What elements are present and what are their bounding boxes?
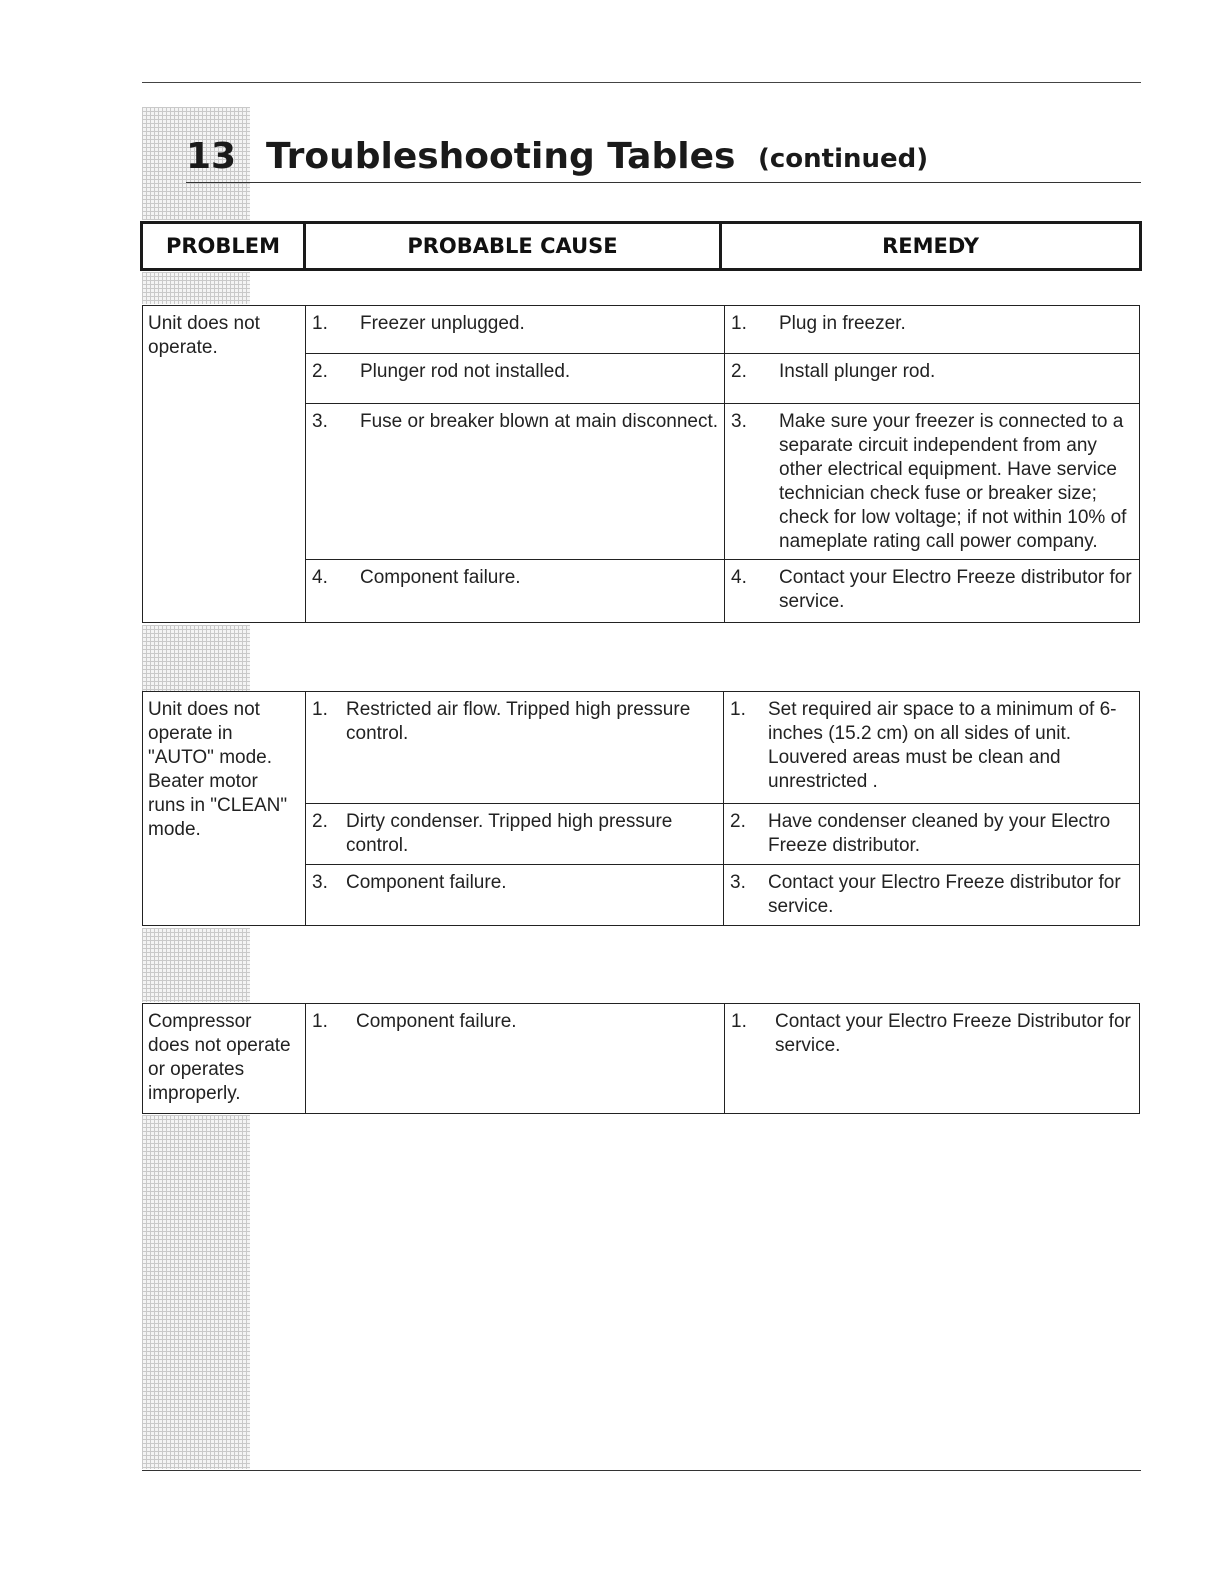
table-row <box>306 354 1139 404</box>
trouble-block-3 <box>142 1003 1140 1114</box>
cause-cell <box>306 865 724 925</box>
remedy-text: Have condenser cleaned by your Electro Freeze distributor. <box>768 811 1111 856</box>
remedy-number: 3. <box>731 411 747 432</box>
remedy-text: Plug in freezer. <box>779 313 906 334</box>
problem-text: Compressor does not operate or operates improperly. <box>143 1004 306 1113</box>
trouble-block-1 <box>142 305 1140 623</box>
page-title <box>186 132 1141 183</box>
section-title: Troubleshooting Tables <box>266 136 736 177</box>
cause-cell <box>306 560 725 622</box>
grid-strip-header-gap <box>142 272 250 304</box>
remedy-number: 1. <box>730 699 746 720</box>
remedy-text: Set required air space to a minimum of 6-inches (15.2 cm) on all sides of unit. Louvered areas must be clean and unrestricted . <box>768 699 1117 792</box>
remedy-text: Install plunger rod. <box>779 361 936 382</box>
cause-number: 1. <box>312 1011 328 1032</box>
remedy-cell <box>725 1004 1139 1113</box>
remedy-number: 4. <box>731 567 747 588</box>
table-row <box>306 1004 1139 1113</box>
remedy-text: Contact your Electro Freeze distributor for service. <box>779 567 1132 612</box>
cause-number: 4. <box>312 567 328 588</box>
top-rule <box>142 82 1141 83</box>
remedy-number: 1. <box>731 1011 747 1032</box>
grid-strip-gap-2 <box>142 928 250 1002</box>
table-row <box>306 804 1139 865</box>
header-remedy: REMEDY <box>882 234 979 258</box>
problem-text: Unit does not operate in "AUTO" mode. Beater motor runs in "CLEAN" mode. <box>143 692 306 925</box>
remedy-number: 1. <box>731 313 747 334</box>
cause-text: Restricted air flow. Tripped high pressure control. <box>346 699 691 744</box>
cause-number: 2. <box>312 811 328 832</box>
grid-strip-gap-1 <box>142 625 250 691</box>
table-row <box>306 404 1139 560</box>
cause-number: 1. <box>312 313 328 334</box>
cause-cell <box>306 804 724 864</box>
cause-text: Component failure. <box>346 872 507 893</box>
remedy-cell <box>725 354 1139 403</box>
header-cause: PROBABLE CAUSE <box>306 224 722 268</box>
cause-number: 3. <box>312 872 328 893</box>
header-problem: PROBLEM <box>143 224 306 268</box>
cause-number: 3. <box>312 411 328 432</box>
bottom-rule <box>142 1470 1141 1471</box>
cause-cell <box>306 1004 725 1113</box>
remedy-cell <box>725 560 1139 622</box>
grid-strip-bottom <box>142 1115 250 1469</box>
trouble-block-2 <box>142 691 1140 926</box>
remedy-text: Contact your Electro Freeze distributor for service. <box>768 872 1121 917</box>
remedy-text: Contact your Electro Freeze Distributor for service. <box>775 1011 1131 1056</box>
section-number: 13 <box>186 136 237 177</box>
cause-text: Dirty condenser. Tripped high pressure control. <box>346 811 673 856</box>
title-suffix: (continued) <box>758 144 929 174</box>
remedy-text: Make sure your freezer is connected to a separate circuit independent from any other electrical equipment. Have service technician check fuse or breaker size; check for low voltage; if not within 10% of nameplate rating call power company. <box>779 411 1127 552</box>
cause-text: Plunger rod not installed. <box>360 361 571 382</box>
cause-cell <box>306 354 725 403</box>
cause-cell <box>306 692 724 803</box>
cause-cell <box>306 306 725 353</box>
problem-text: Unit does not operate. <box>143 306 306 622</box>
remedy-number: 2. <box>730 811 746 832</box>
remedy-cell <box>725 404 1139 559</box>
cause-text: Component failure. <box>356 1011 517 1032</box>
cause-text: Freezer unplugged. <box>360 313 525 334</box>
cause-cell <box>306 404 725 559</box>
remedy-cell <box>724 804 1139 864</box>
remedy-number: 2. <box>731 361 747 382</box>
remedy-number: 3. <box>730 872 746 893</box>
table-row <box>306 692 1139 804</box>
cause-text: Component failure. <box>360 567 521 588</box>
cause-number: 1. <box>312 699 328 720</box>
remedy-cell <box>724 865 1139 925</box>
column-header <box>140 221 1142 271</box>
cause-text: Fuse or breaker blown at main disconnect. <box>360 411 719 432</box>
remedy-cell <box>724 692 1139 803</box>
table-row <box>306 560 1139 622</box>
table-row <box>306 306 1139 354</box>
cause-number: 2. <box>312 361 328 382</box>
table-row <box>306 865 1139 925</box>
remedy-cell <box>725 306 1139 353</box>
